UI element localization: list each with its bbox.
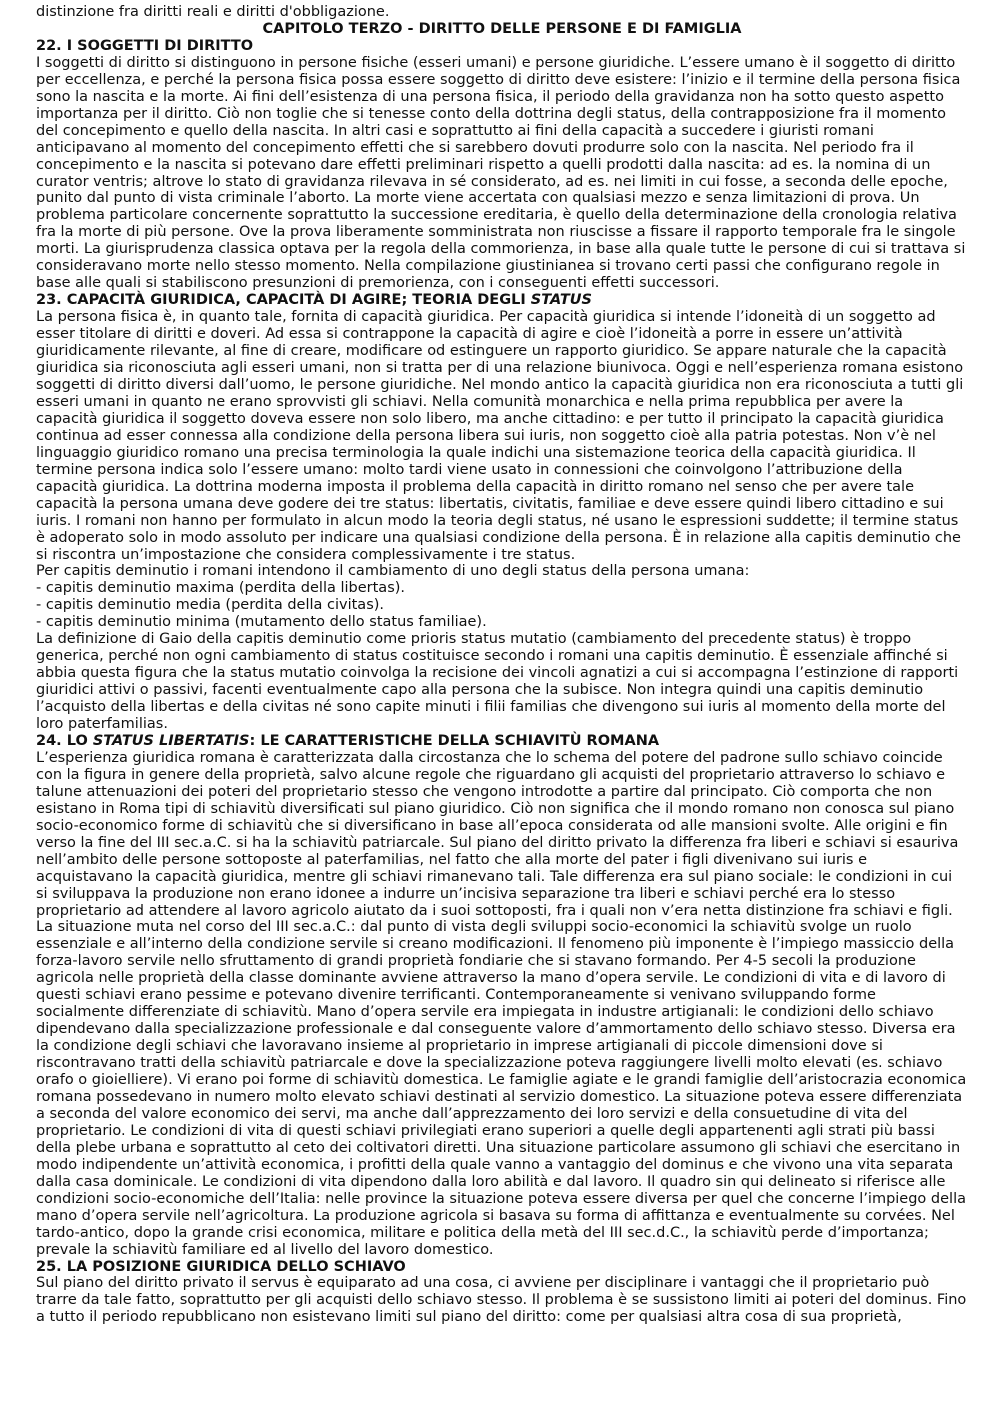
list-item: - capitis deminutio maxima (perdita della libertas). — [36, 580, 406, 597]
section-25-heading: 25. LA POSIZIONE GIURIDICA DELLO SCHIAVO — [36, 1258, 406, 1275]
section-23-body: La persona fisica è, in quanto tale, fornita di capacità giuridica. Per capacità giuridica si intende l’idoneità di un soggetto ad esser titolare di diritti e doveri. Ad essa si contrappone la capacità di agire e cioè l’idoneità a porre in essere un’attività giuridicamente rilevante, al fine di creare, modificare od estinguere un rapporto giuridico. Se appare naturale che la capacità giuridica sia riconosciuta agli esseri umani, non si tratta per di una relazione biunivoca. Oggi e nell’esperienza romana esistono soggetti di diritto diversi dall’uomo, le persone giuridiche. Nel mondo antico la capacità giuridica non era riconosciuta a tutti gli esseri umani in quanto ne erano sprovvisti gli schiavi. Nella comunità monarchica e nella prima repubblica per avere la capacità giuridica il soggetto doveva essere non solo libero, ma anche cittadino: e per tutto il principato la capacità giuridica continua ad esser connessa alla condizione della persona libera sui iuris, non soggetto cioè alla patria potestas. Non v’è nel linguaggio giuridico romano una precisa terminologia la quale indichi una sistemazione teorica della capacità giuridica. Il termine persona indica solo l’essere umano: molto tardi viene usato in connessioni che coinvolgono l’attribuzione della capacità giuridica. La dottrina moderna imposta il problema della capacità in diritto romano nel senso che per avere tale capacità la persona umana deve godere dei tre status: libertatis, civitatis, familiae e deve essere quindi libero cittadino e sui iuris. I romani non hanno per formulato in alcun modo la teoria degli status, né usano le espressioni suddette; il termine status è adoperato solo in modo assoluto per indicare una qualsiasi condizione della persona. È in relazione alla capitis deminutio che si riscontra un’impostazione che considera complessivamente i tre status. — [36, 309, 964, 563]
section-24-heading-prefix: 24. LO — [36, 732, 93, 749]
section-23-body-2: La definizione di Gaio della capitis deminutio come prioris status mutatio (cambiamento del precedente status) è troppo generica, perché non ogni cambiamento di status costituisce secondo i romani una capitis deminutio. È essenziale affinché si abbia questa figura che la status mutatio coinvolga la recisione dei vincoli agnatizi a cui si accompagna l’estinzione di rapporti giuridici attivi o passivi, facenti eventualmente capo alla persona che la subisce. Non integra quindi una capitis deminutio l’acquisto della libertas e della civitas né sono capite minuti i filii familias che divengono sui iuris al momento della morte del loro paterfamilias. — [36, 631, 959, 733]
section-22-body: I soggetti di diritto si distinguono in persone fisiche (esseri umani) e persone giuridiche. L’essere umano è il soggetto di diritto per eccellenza, e perché la persona fisica possa essere soggetto di diritto deve esistere: l’inizio e il termine della persona fisica sono la nascita e la morte. Ai fini dell’esistenza di una persona fisica, il periodo della gravidanza non ha sotto questo aspetto importanza per il diritto. Ciò non toglie che si tenesse conto della dottrina degli status, della contrapposizione fra il momento del concepimento e quello della nascita. In altri casi e soprattutto ai fini della capacità a succedere i giuristi romani anticipavano al momento del concepimento effetti che si sarebbero dovuti produrre solo con la nascita. Nel periodo fra il concepimento e la nascita si potevano dare effetti preliminari rispetto a quelli prodotti dalla nascita: ad es. la nomina di un curator ventris; altrove lo stato di gravidanza rilevava in sé considerato, ad es. nei limiti in cui fosse, a seconda delle epoche, punito dal punto di vista criminale l’aborto. La morte viene accertata con qualsiasi mezzo e senza limitazioni di prova. Un problema particolare concernente soprattutto la successione ereditaria, è quello della determinazione della cronologia relativa fra la morte di più persone. Ove la prova liberamente somministrata non riuscisse a fissare il rapporto temporale fra le singole morti. La giurisprudenza classica optava per la regola della commorienza, in base alla quale tutte le persone di cui si trattava si consideravano morte nello stesso momento. Nella compilazione giustinianea si trovano certi passi che configurano regole in base alle quali si stabiliscono presunzioni di premorienza, con i conseguenti effetti successori. — [36, 54, 966, 292]
section-23-heading-italic: STATUS — [530, 292, 592, 309]
section-24-heading-italic: STATUS LIBERTATIS — [92, 732, 250, 749]
section-24-body: L’esperienza giuridica romana è caratterizzata dalla circostanza che lo schema del potere del padrone sullo schiavo coincide con la figura in genere della proprietà, salvo alcune regole che riguardano gli acquisti del proprietario attraverso lo schiavo e talune attenuazioni dei poteri del proprietario stesso che vengono introdotte a partire dal principato. Ciò comporta che non esistano in Roma tipi di schiavitù diversificati sul piano giuridico. Ciò non significa che il mondo romano non conosca sul piano socio-economico forme di schiavitù che si diversificano in base all’epoca considerata od alle mansioni svolte. Alle origini e fin verso la fine del III sec.a.C. si ha la schiavitù patriarcale. Sul piano del diritto privato la differenza fra liberi e schiavi si esauriva nell’ambito delle persone sottoposte al paterfamilias, nel fatto che alla morte del pater i figli divenivano sui iuris e acquistavano la capacità giuridica, mentre gli schiavi rimanevano tali. Tale differenza era sul piano sociale: le condizioni in cui si sviluppava la produzione non erano idonee a indurre un’incisiva separazione tra liberi e schiavi perché era lo stesso proprietario ad attendere al lavoro agricolo aiutato da i suoi sottoposti, fra i quali non v’era netta distinzione fra schiavi e figli. La situazione muta nel corso del III sec.a.C.: dal punto di vista degli sviluppi socio-economici la schiavitù svolge un ruolo essenziale e all’interno della condizione servile si creano modificazioni. Il fenomeno più imponente è l’impiego massiccio della forza-lavoro servile nello sfruttamento di grandi proprietà fondiarie che si stavano formando. Per 4-5 secoli la produzione agricola nelle proprietà della classe dominante avviene attraverso la mano d’opera servile. Le condizioni di vita e di lavoro di questi schiavi erano pessime e potevano divenire terrificanti. Contemporaneamente si venivano sviluppando forme socialmente differenziate di schiavitù. Mano d’opera servile era impiegata in industre artigianali: le condizioni dello schiavo dipendevano dalla specializzazione professionale e dal conseguente valore d’ammortamento dello schiavo stesso. Diversa era la condizione degli schiavi che lavoravano insieme al proprietario in imprese artigianali di piccole dimensioni dove si riscontravano tratti della schiavitù patriarcale e dove la specializzazione poteva raggiungere livelli molto elevati (es. schiavo orafo o gioielliere). Vi erano poi forme di schiavitù domestica. Le famiglie agiate e le grandi famiglie dell’aristocrazia economica romana possedevano in numero molto elevato schiavi destinati al servizio domestico. La situazione poteva essere differenziata a seconda del valore economico dei servi, ma anche dall’apprezzamento dei loro servizi e della consuetudine di vita del proprietario. Le condizioni di vita di questi schiavi privilegiati erano superiori a quelle degli appartenenti agli strati più bassi della plebe urbana e soprattutto al ceto dei coltivatori diretti. Una situazione particolare assumono gli schiavi che esercitano in modo indipendente un’attività economica, i profitti della quale vanno a vantaggio del dominus e che vivono una vita separata dalla casa dominicale. Le condizioni di vita dipendono dalla loro abilità e dal lavoro. Il quadro sin qui delineato si riferisce alle condizioni socio-economiche dell’Italia: nelle province la situazione poteva essere diversa per quel che concerne l’impiego della mano d’opera servile nell’agricoltura. La produzione agricola si basava su forma di affittanza e eventualmente su corvées. Nel tardo-antico, dopo la grande crisi economica, militare e politica della metà del III sec.d.C., la schiavitù perde d’importanza; prevale la schiavitù familiare ed al livello del lavoro domestico. — [36, 749, 967, 1258]
chapter-title: CAPITOLO TERZO - DIRITTO DELLE PERSONE E DI FAMIGLIA — [262, 20, 742, 37]
section-24-heading-suffix: : LE CARATTERISTICHE DELLA SCHIAVITÙ ROMANA — [249, 732, 660, 749]
section-25-body: Sul piano del diritto privato il servus è equiparato ad una cosa, ci avviene per disciplinare i vantaggi che il proprietario può trarre da tale fatto, soprattutto per gli acquisti dello schiavo stesso. Il problema è se sussistono limiti ai poteri del dominus. Fino a tutto il periodo repubblicano non esistevano limiti sul piano del diritto: come per qualsiasi altra cosa di sua proprietà, — [36, 1275, 967, 1326]
section-23-list-intro: Per capitis deminutio i romani intendono il cambiamento di uno degli status della persona umana: — [36, 563, 750, 580]
capitis-deminutio-list — [36, 580, 968, 631]
list-item: - capitis deminutio minima (mutamento dello status familiae). — [36, 614, 487, 631]
section-22-heading: 22. I SOGGETTI DI DIRITTO — [36, 37, 254, 54]
section-23-heading-text: 23. CAPACITÀ GIURIDICA, CAPACITÀ DI AGIRE; TEORIA DEGLI — [36, 292, 531, 309]
section-24-heading — [36, 733, 968, 750]
section-23-heading — [36, 292, 968, 309]
lead-line: distinzione fra diritti reali e diritti d'obbligazione. — [36, 4, 390, 20]
list-item: - capitis deminutio media (perdita della civitas). — [36, 597, 385, 614]
